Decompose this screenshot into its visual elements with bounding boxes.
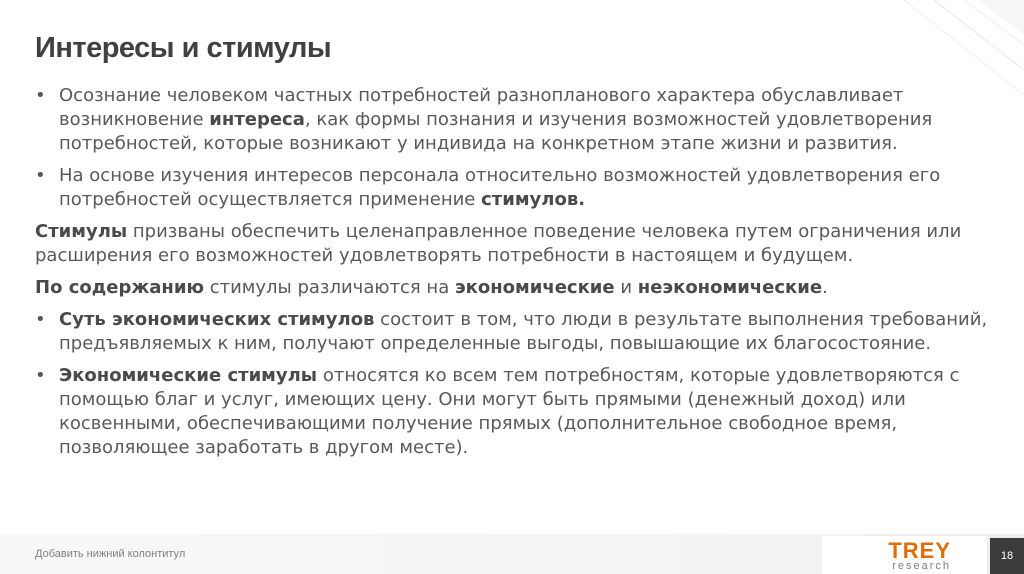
bullet-item: • Осознание человеком частных потребностей разнопланового характера обуславливает возникновение интереса, как формы познания и изучения возможностей удовлетворения потребностей, которые возникают у индивида на конкретном этапе жизни и развития. [35,85,933,154]
corner-decoration [904,0,1024,95]
slide-title: Интересы и стимулы [35,32,332,64]
bullet-marker: • [35,365,46,386]
bullet-marker: • [35,309,46,330]
logo-subtitle: research [892,560,951,572]
page-number: 18 [990,538,1024,574]
bullet-marker: • [35,85,46,106]
company-logo [822,536,987,574]
paragraph: По содержанию стимулы различаются на экономические и неэкономические. [35,277,828,298]
logo-wordmark: TREY [888,538,951,563]
bullet-item: • Экономические стимулы относятся ко всем тем потребностям, которые удовлетворяются с помощью благ и услуг, имеющих цену. Они могут быть прямыми (денежный доход) или косвенными, обеспечивающими получение прямых (дополнительное свободное время, позволяющее заработать в другом месте). [35,365,960,458]
paragraph: Стимулы призваны обеспечить целенаправленное поведение человека путем ограничения или расширения его возможностей удовлетворять потребности в настоящем и будущем. [35,221,962,266]
bullet-item: • Суть экономических стимулов состоит в том, что люди в результате выполнения требований, предъявляемых к ним, получают определенные выгоды, повышающие их благосостояние. [35,309,988,354]
footer-text: Добавить нижний колонтитул [35,548,186,560]
bullet-marker: • [35,165,46,186]
slide-body [35,84,990,468]
bullet-item: • На основе изучения интересов персонала относительно возможностей удовлетворения его потребностей осуществляется применение стимулов. [35,165,941,210]
